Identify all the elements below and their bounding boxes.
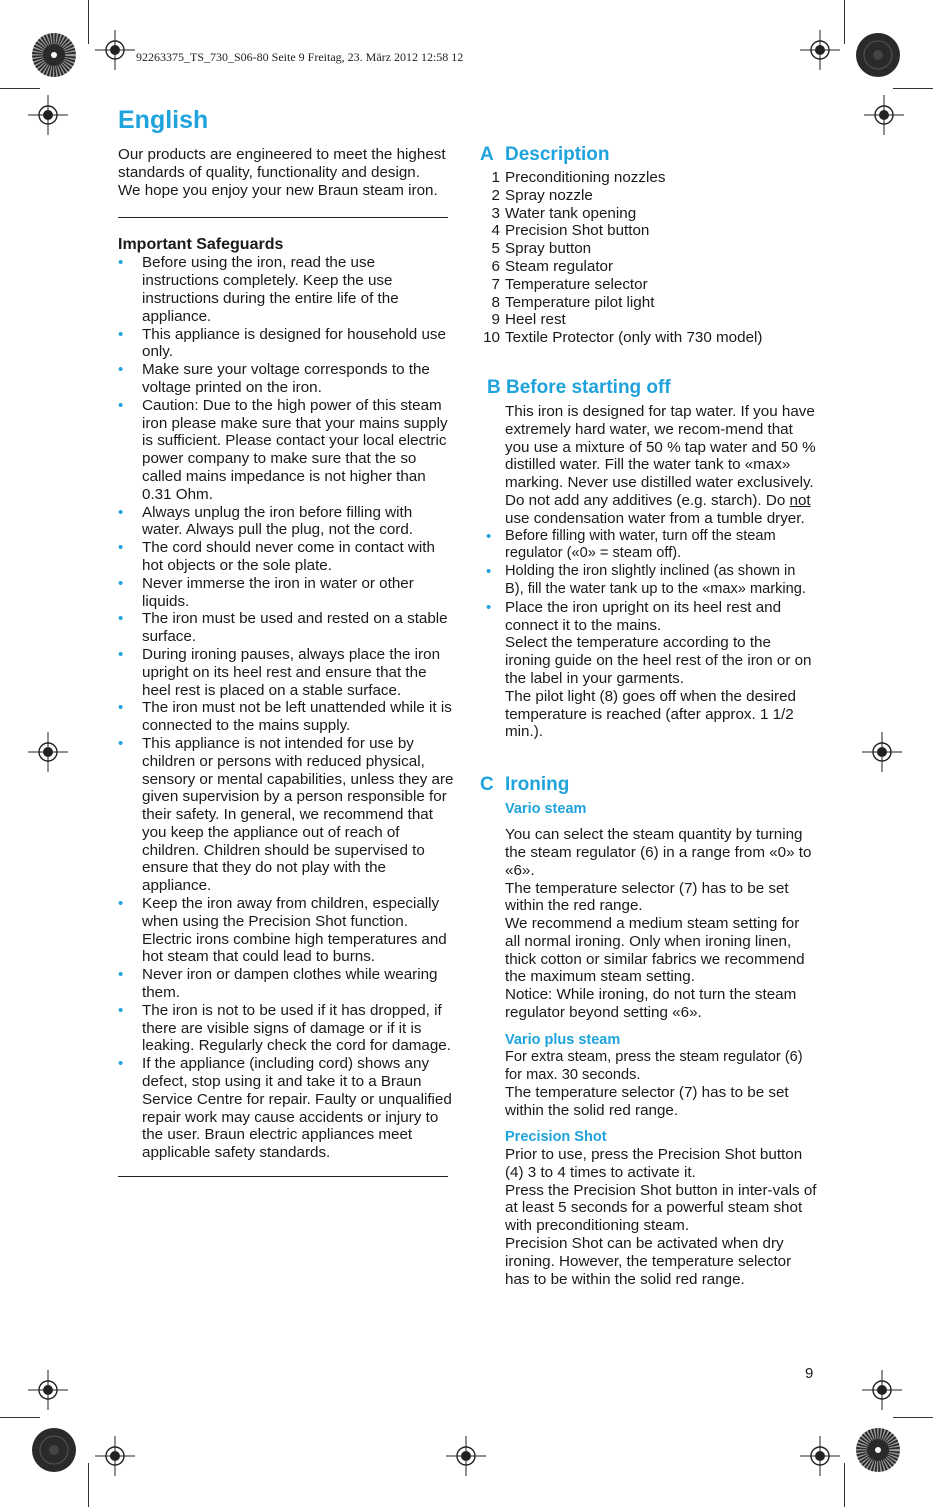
- intro: [118, 146, 454, 199]
- list-item: • Keep the iron away from children, especially when using the Precision Shot function. Electric irons combine high temperatures and hot steam that could lead to burns.: [118, 895, 454, 966]
- star-target-icon: [31, 32, 77, 78]
- paragraph: You can select the steam quantity by turning the steam regulator (6) in a range from «0» to «6».: [505, 826, 812, 879]
- section-body: [480, 403, 818, 528]
- page-number: 9: [805, 1365, 814, 1382]
- registration-mark-icon: [95, 30, 135, 70]
- part-number: 2: [491, 186, 500, 204]
- body-text: This iron is designed for tap water. If you have extremely hard water, we recom-mend that you use a mixture of 50 % tap water and 50 % distilled water. Fill the water tank to «max» marking. Never use distilled water exclusively. Do not add any additives (e.g. starch). Do: [505, 402, 816, 509]
- part-label: Precision Shot button: [505, 222, 650, 240]
- part-label: Water tank opening: [505, 204, 637, 222]
- list-item: [480, 205, 818, 223]
- list-item: • During ironing pauses, always place the iron upright on its heel rest and ensure that the heel rest is placed on a stable surface.: [118, 646, 454, 699]
- list-item: • This appliance is not intended for use by children or persons with reduced physical, sensory or mental capabilities, unless they are given supervision by a person responsible for their safety. In general, we recommend that you keep the appliance out of reach of children. Children should be supervised to ensure that they do not play with the appliance.: [118, 735, 454, 895]
- paragraph: Press the Precision Shot button in inter-vals of at least 5 seconds for a powerful steam shot with preconditioning steam.: [505, 1181, 817, 1235]
- list-item: • Before using the iron, read the use instructions completely. Keep the use instructions during the entire life of the appliance.: [118, 254, 454, 325]
- star-target-icon: [31, 1427, 77, 1473]
- list-item: [480, 329, 818, 347]
- list-item: [480, 276, 818, 294]
- list-item: [480, 222, 818, 240]
- crop-line: [0, 1417, 40, 1418]
- underlined-text: not: [789, 491, 811, 509]
- part-number: 1: [491, 169, 500, 186]
- part-label: Temperature pilot light: [505, 293, 655, 311]
- part-label: Textile Protector (only with 730 model): [505, 329, 763, 347]
- list-item: • The iron must be used and rested on a stable surface.: [118, 610, 454, 646]
- ironing-body: [480, 800, 818, 1288]
- subsection-title: Vario plus steam: [505, 1031, 621, 1048]
- section-heading: [480, 144, 818, 166]
- list-item: • The cord should never come in contact with hot objects or the sole plate.: [118, 539, 454, 575]
- paragraph: Precision Shot can be activated when dry ironing. However, the temperature selector has to be within the solid red range.: [505, 1235, 792, 1288]
- part-number: 8: [491, 293, 500, 311]
- before-starting-list: [480, 528, 818, 742]
- divider: [118, 217, 448, 218]
- part-number: 7: [491, 275, 500, 293]
- registration-mark-icon: [800, 30, 840, 70]
- right-column: [480, 144, 818, 1288]
- section-heading: [480, 377, 818, 399]
- section-title: Description: [505, 144, 610, 165]
- crop-line: [88, 1463, 89, 1507]
- crop-line: [0, 88, 40, 89]
- crop-line: [88, 0, 89, 44]
- part-label: Spray button: [505, 240, 592, 258]
- paragraph: Notice: While ironing, do not turn the steam regulator beyond setting «6».: [505, 986, 797, 1022]
- part-number: 3: [491, 204, 500, 222]
- safeguards-list: [118, 254, 454, 1162]
- crop-line: [844, 1463, 845, 1507]
- paragraph: For extra steam, press the steam regulator (6) for max. 30 seconds.: [505, 1048, 803, 1083]
- registration-mark-icon: [95, 1436, 135, 1476]
- registration-mark-icon: [446, 1436, 486, 1476]
- section-ironing: [480, 774, 818, 1288]
- intro-paragraph: We hope you enjoy your new Braun steam iron.: [118, 181, 438, 199]
- list-item: [480, 187, 818, 205]
- list-item: • If the appliance (including cord) shows any defect, stop using it and take it to a Braun Service Centre for repair. Faulty or unqualified repair work may cause accidents or injury to the user. Braun electric appliances meet applicable safety standards.: [118, 1055, 454, 1162]
- registration-mark-icon: [28, 95, 68, 135]
- list-item: • Caution: Due to the high power of this steam iron please make sure that your mains supply is sufficient. Please contact your local electric power company to make sure that the so called mains impedance is not higher than 0.31 Ohm.: [118, 397, 454, 504]
- list-item: • The iron is not to be used if it has dropped, if there are visible signs of damage or if it is leaking. Regularly check the cord for damage.: [118, 1002, 454, 1055]
- list-item: • Never immerse the iron in water or other liquids.: [118, 575, 454, 611]
- page-title: English: [118, 106, 209, 134]
- part-number: 4: [491, 222, 500, 240]
- registration-mark-icon: [28, 1370, 68, 1410]
- registration-mark-icon: [862, 1370, 902, 1410]
- subsection-title: Precision Shot: [505, 1129, 607, 1146]
- section-before-starting: [480, 377, 818, 741]
- part-number: 6: [491, 257, 500, 275]
- part-label: Heel rest: [505, 311, 566, 329]
- list-item: • Never iron or dampen clothes while wearing them.: [118, 966, 454, 1002]
- safeguards-heading: Important Safeguards: [118, 236, 284, 254]
- section-letter: B: [487, 376, 501, 398]
- registration-mark-icon: [862, 732, 902, 772]
- section-title: Before starting off: [506, 376, 671, 398]
- list-item: [480, 258, 818, 276]
- list-item: • This appliance is designed for household use only.: [118, 326, 454, 362]
- section-description: [480, 144, 818, 347]
- section-heading: [480, 774, 818, 796]
- registration-mark-icon: [864, 95, 904, 135]
- registration-mark-icon: [800, 1436, 840, 1476]
- print-header: 92263375_TS_730_S06-80 Seite 9 Freitag, 23. März 2012 12:58 12: [136, 50, 464, 64]
- list-item: [480, 169, 818, 187]
- divider: [118, 1176, 448, 1177]
- list-item: [480, 599, 818, 741]
- part-label: Steam regulator: [505, 257, 614, 275]
- list-item: • Holding the iron slightly inclined (as shown in B), fill the water tank up to the «max» marking.: [480, 563, 818, 599]
- paragraph: The temperature selector (7) has to be set within the solid red range.: [505, 1084, 789, 1120]
- part-number: 5: [491, 240, 500, 258]
- section-title: Ironing: [505, 774, 570, 796]
- part-label: Spray nozzle: [505, 186, 593, 204]
- left-column: [118, 146, 454, 1177]
- list-item: • Before filling with water, turn off the steam regulator («0» = steam off).: [480, 528, 818, 564]
- paragraph: We recommend a medium steam setting for all normal ironing. Only when ironing linen, thick cotton or similar fabrics we recommend the maximum steam setting.: [505, 915, 805, 986]
- star-target-icon: [855, 32, 901, 78]
- subsection-title: Vario steam: [505, 801, 587, 818]
- star-target-icon: [855, 1427, 901, 1473]
- part-label: Preconditioning nozzles: [505, 169, 666, 186]
- list-item: • The iron must not be left unattended while it is connected to the mains supply.: [118, 699, 454, 735]
- list-item-text: Select the temperature according to the ironing guide on the heel rest of the iron or on the label in your garments.: [505, 634, 812, 687]
- paragraph: The temperature selector (7) has to be set within the red range.: [505, 879, 789, 915]
- list-item: • Always unplug the iron before filling with water. Always pull the plug, not the cord.: [118, 504, 454, 540]
- part-label: Temperature selector: [505, 275, 648, 293]
- body-text: use condensation water from a tumble dryer.: [505, 509, 805, 527]
- part-number: 9: [491, 311, 500, 329]
- crop-line: [893, 1417, 933, 1418]
- list-item-text: • Place the iron upright on its heel rest and connect it to the mains.: [505, 598, 782, 634]
- parts-list: [480, 169, 818, 347]
- list-item: • Make sure your voltage corresponds to the voltage printed on the iron.: [118, 361, 454, 397]
- section-letter: A: [480, 144, 494, 165]
- list-item-text: The pilot light (8) goes off when the desired temperature is reached (after approx. 1 1/2 min.).: [505, 687, 796, 741]
- list-item: [480, 294, 818, 312]
- crop-line: [844, 0, 845, 44]
- crop-line: [893, 88, 933, 89]
- part-number: 10: [483, 329, 500, 347]
- list-item: [480, 311, 818, 329]
- paragraph: Prior to use, press the Precision Shot button (4) 3 to 4 times to activate it.: [505, 1146, 803, 1181]
- list-item: [480, 240, 818, 258]
- intro-paragraph: Our products are engineered to meet the highest standards of quality, functionality and design.: [118, 146, 446, 181]
- section-letter: C: [480, 774, 494, 796]
- registration-mark-icon: [28, 732, 68, 772]
